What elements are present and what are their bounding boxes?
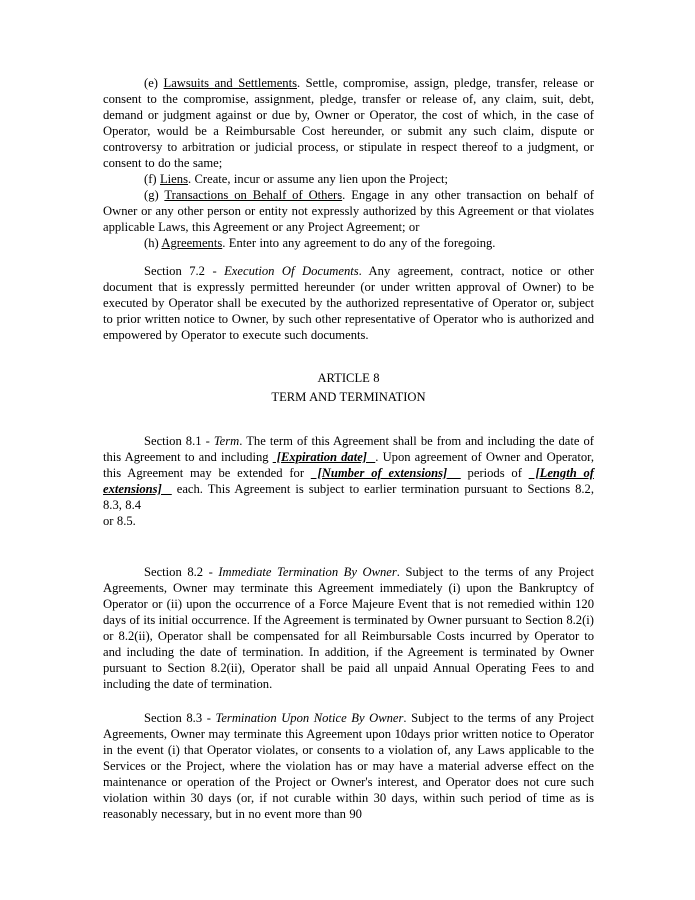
text-run: (e) xyxy=(144,76,164,90)
text-run: Term xyxy=(213,434,240,448)
paragraph-clause-g-transactions-on-behalf-of-others xyxy=(103,187,594,235)
text-run: [Number of extensions] xyxy=(310,466,461,480)
text-run: TERM AND TERMINATION xyxy=(271,390,426,404)
paragraph-section-8-2-immediate-termination-by-owner xyxy=(103,564,594,692)
text-run: Termination Upon Notice By Owner xyxy=(215,711,404,725)
paragraph-clause-f-liens xyxy=(103,171,594,187)
text-run: . Any agreement, contract, notice or other document that is expressly permitted hereunder (or under written approval of Owner) to be executed by Operator shall be executed by the authorized representative of Operator or, subject to prior written notice to Owner, by such other representative of Operator who is authorized and empowered by Operator to execute such documents. xyxy=(103,264,594,342)
text-run: Execution Of Documents xyxy=(224,264,359,278)
text-run: periods of xyxy=(460,466,529,480)
text-run: ARTICLE 8 xyxy=(317,371,380,385)
text-run: . Create, incur or assume any lien upon the Project; xyxy=(187,172,448,186)
document-content xyxy=(103,75,594,822)
paragraph-clause-h-agreements xyxy=(103,235,594,251)
text-run: Section 8.2 - xyxy=(144,565,219,579)
paragraph-section-8-3-termination-upon-notice-by-owner xyxy=(103,710,594,822)
text-run: (f) xyxy=(144,172,160,186)
text-run: (h) xyxy=(144,236,162,250)
text-run: Section 8.1 - xyxy=(144,434,214,448)
text-run: . Subject to the terms of any Project Agreements, Owner may terminate this Agreement upon 10days prior written notice to Operator in the event (i) that Operator violates, or consents to a violation of, any Laws applicable to the Services or the Project, where the violation has or may have a material adverse effect on the maintenance or operation of the Project or Owner's interest, and Operator does not cure such violation within 30 days (or, if not curable within 30 days, within such period of time as is reasonably necessary, but in no event more than 90 xyxy=(103,711,594,821)
text-run: Liens xyxy=(159,172,188,186)
text-run: Lawsuits and Settlements xyxy=(163,76,297,90)
text-run: [Length of extensions] xyxy=(103,466,594,496)
text-run: [Expiration date] xyxy=(272,450,376,464)
text-run: Agreements xyxy=(161,236,223,250)
text-run: or 8.5. xyxy=(103,514,136,528)
text-run: Transactions on Behalf of Others xyxy=(164,188,343,202)
paragraph-section-7-2-execution-of-documents xyxy=(103,263,594,343)
text-run: (g) xyxy=(144,188,165,202)
text-run: Section 7.2 - xyxy=(144,264,225,278)
text-run: . Engage in any other transaction on behalf of Owner or any other person or entity not expressly authorized by this Agreement or that violates applicable Laws, this Agreement or any Project Agreement; or xyxy=(103,188,595,234)
paragraph-section-8-1-term xyxy=(103,433,594,529)
paragraph-article-8-subheading xyxy=(103,388,594,407)
text-run: . Enter into any agreement to do any of the foregoing. xyxy=(222,236,496,250)
text-run: . Settle, compromise, assign, pledge, transfer, release or consent to the compromise, assignment, pledge, transfer or release of, any claim, suit, debt, demand or judgment against or due by, Owner or Operator, the cost of which, in the case of Operator, would be a Reimbursable Cost hereunder, or submit any such claim, dispute or controversy to arbitration or judicial process, or stipulate in respect thereof to a judgment, or consent to do the same; xyxy=(103,76,594,170)
paragraph-article-8-heading xyxy=(103,369,594,388)
text-run: Section 8.3 - xyxy=(144,711,216,725)
text-run: each. This Agreement is subject to earlier termination pursuant to Sections 8.2, 8.3, 8.4 xyxy=(103,482,594,512)
text-run: . Upon agreement of Owner and Operator, this Agreement may be extended for xyxy=(103,450,595,480)
text-run: . Subject to the terms of any Project Agreements, Owner may terminate this Agreement immediately (i) upon the Bankruptcy of Operator or (ii) upon the occurrence of a Force Majeure Event that is not remedied within 120 days of its initial occurrence. If the Agreement is terminated by Owner pursuant to Section 8.2(i) or 8.2(ii), Operator shall be compensated for all Reimbursable Costs incurred by Operator to and including the date of termination. In addition, if the Agreement is terminated by Owner pursuant to Section 8.2(ii), Operator shall be paid all unpaid Annual Operating Fees to and including the date of termination. xyxy=(103,565,594,691)
text-run: Immediate Termination By Owner xyxy=(218,565,397,579)
text-run: . The term of this Agreement shall be from and including the date of this Agreement to and including xyxy=(103,434,594,464)
paragraph-clause-e-lawsuits-and-settlements xyxy=(103,75,594,171)
